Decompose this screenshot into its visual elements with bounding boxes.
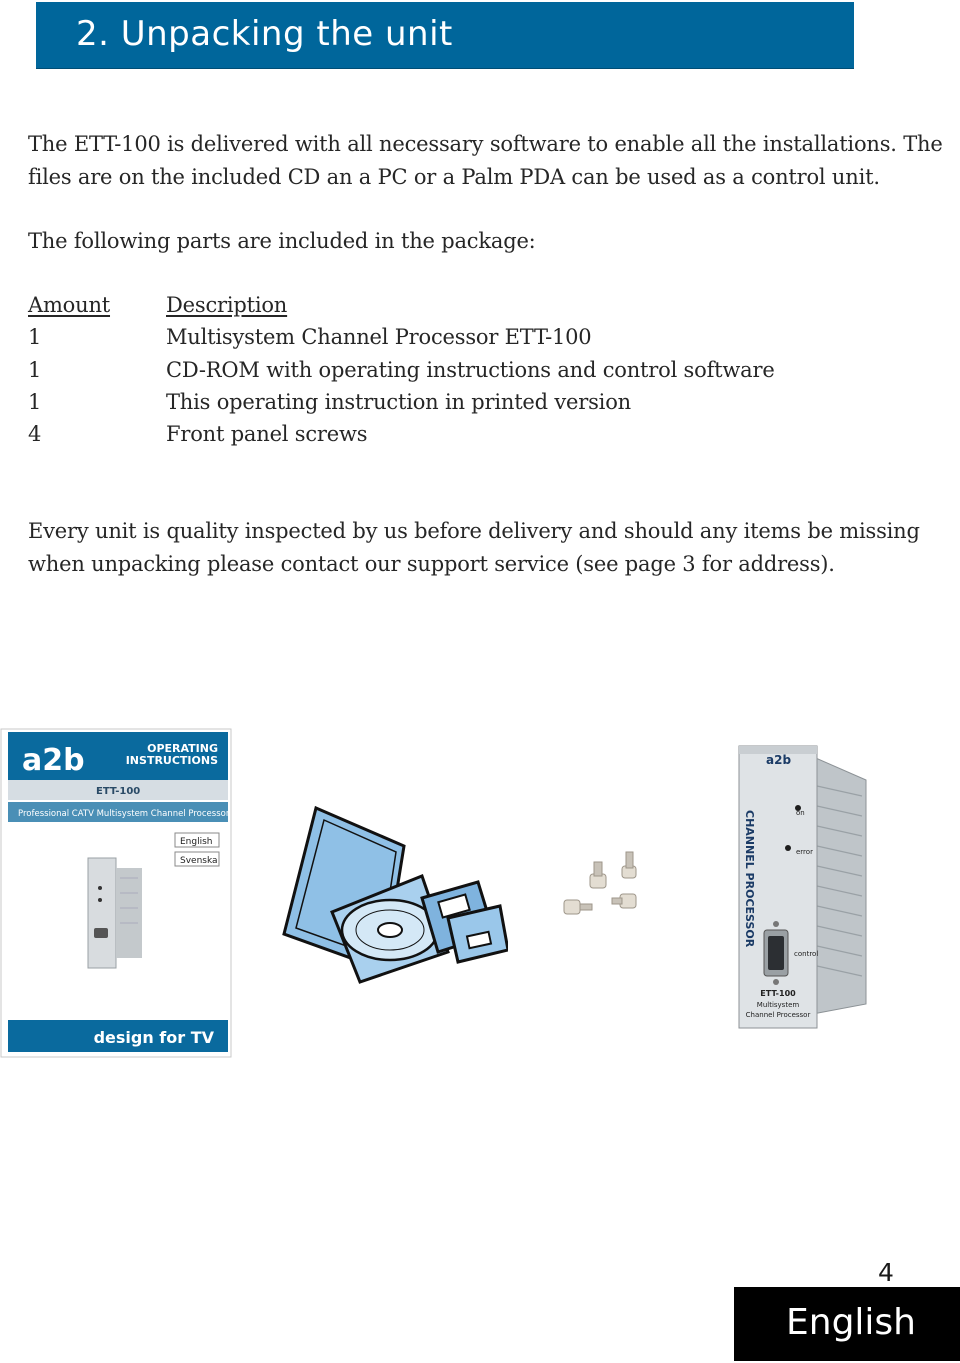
manual-cover-image xyxy=(0,728,232,1058)
device-logo: a2b xyxy=(766,753,792,767)
manual-subtitle: Professional CATV Multisystem Channel Processor xyxy=(18,809,230,819)
description-cell: Multisystem Channel Processor ETT-100 xyxy=(166,325,592,350)
manual-model: ETT-100 xyxy=(96,786,141,797)
language-badge xyxy=(734,1287,960,1361)
table-row xyxy=(28,418,775,450)
table-row xyxy=(28,321,775,353)
manual-device-illustration xyxy=(88,858,142,968)
device-caption-line1: Multisystem xyxy=(756,1001,800,1009)
screw xyxy=(590,862,606,888)
device-caption-line2: Channel Processor xyxy=(745,1011,811,1019)
manual-title-line2: INSTRUCTIONS xyxy=(125,754,218,767)
parts-intro: The following parts are included in the package: xyxy=(28,229,536,253)
description-cell: CD-ROM with operating instructions and control software xyxy=(166,357,775,382)
screw xyxy=(564,900,592,914)
device-model: ETT-100 xyxy=(760,989,796,998)
table-row xyxy=(28,354,775,386)
description-cell: This operating instruction in printed version xyxy=(166,389,631,414)
port-label: control xyxy=(794,950,819,958)
led-error-icon xyxy=(785,845,791,851)
parts-table xyxy=(28,289,775,450)
amount-cell: 4 xyxy=(28,422,42,447)
led-on-label: on xyxy=(796,809,805,817)
page-number: 4 xyxy=(878,1258,894,1287)
manual-logo: a2b xyxy=(22,743,85,778)
device-photo xyxy=(736,744,870,1030)
description-cell: Front panel screws xyxy=(166,422,368,447)
amount-header: Amount xyxy=(28,293,111,317)
screw xyxy=(622,852,636,878)
manual-title-line1: OPERATING xyxy=(147,742,218,755)
section-title: 2. Unpacking the unit xyxy=(76,14,453,54)
cd-rom-illustration xyxy=(272,802,508,984)
language-svenska: Svenska xyxy=(180,856,218,866)
description-header: Description xyxy=(166,293,288,317)
serial-port-icon xyxy=(764,921,788,985)
quality-notice: Every unit is quality inspected by us before delivery and should any items be missing when unpacking please contact our support service (see page 3 for address). xyxy=(28,519,920,576)
screws-photo xyxy=(552,838,662,930)
screw xyxy=(612,894,636,908)
section-header xyxy=(36,2,854,68)
device-vertical-label: CHANNEL PROCESSOR xyxy=(743,810,756,948)
table-row xyxy=(28,386,775,418)
language-english: English xyxy=(180,837,213,847)
manual-slogan: design for TV xyxy=(93,1028,214,1047)
amount-cell: 1 xyxy=(28,325,42,350)
amount-cell: 1 xyxy=(28,389,42,414)
amount-cell: 1 xyxy=(28,357,42,382)
intro-paragraph: The ETT-100 is delivered with all necessary software to enable all the installations. The files are on the included CD an a PC or a Palm PDA can be used as a control unit. xyxy=(28,132,943,189)
parts-header-row xyxy=(28,289,775,321)
language-label: English xyxy=(786,1302,916,1343)
led-error-label: error xyxy=(796,848,813,856)
